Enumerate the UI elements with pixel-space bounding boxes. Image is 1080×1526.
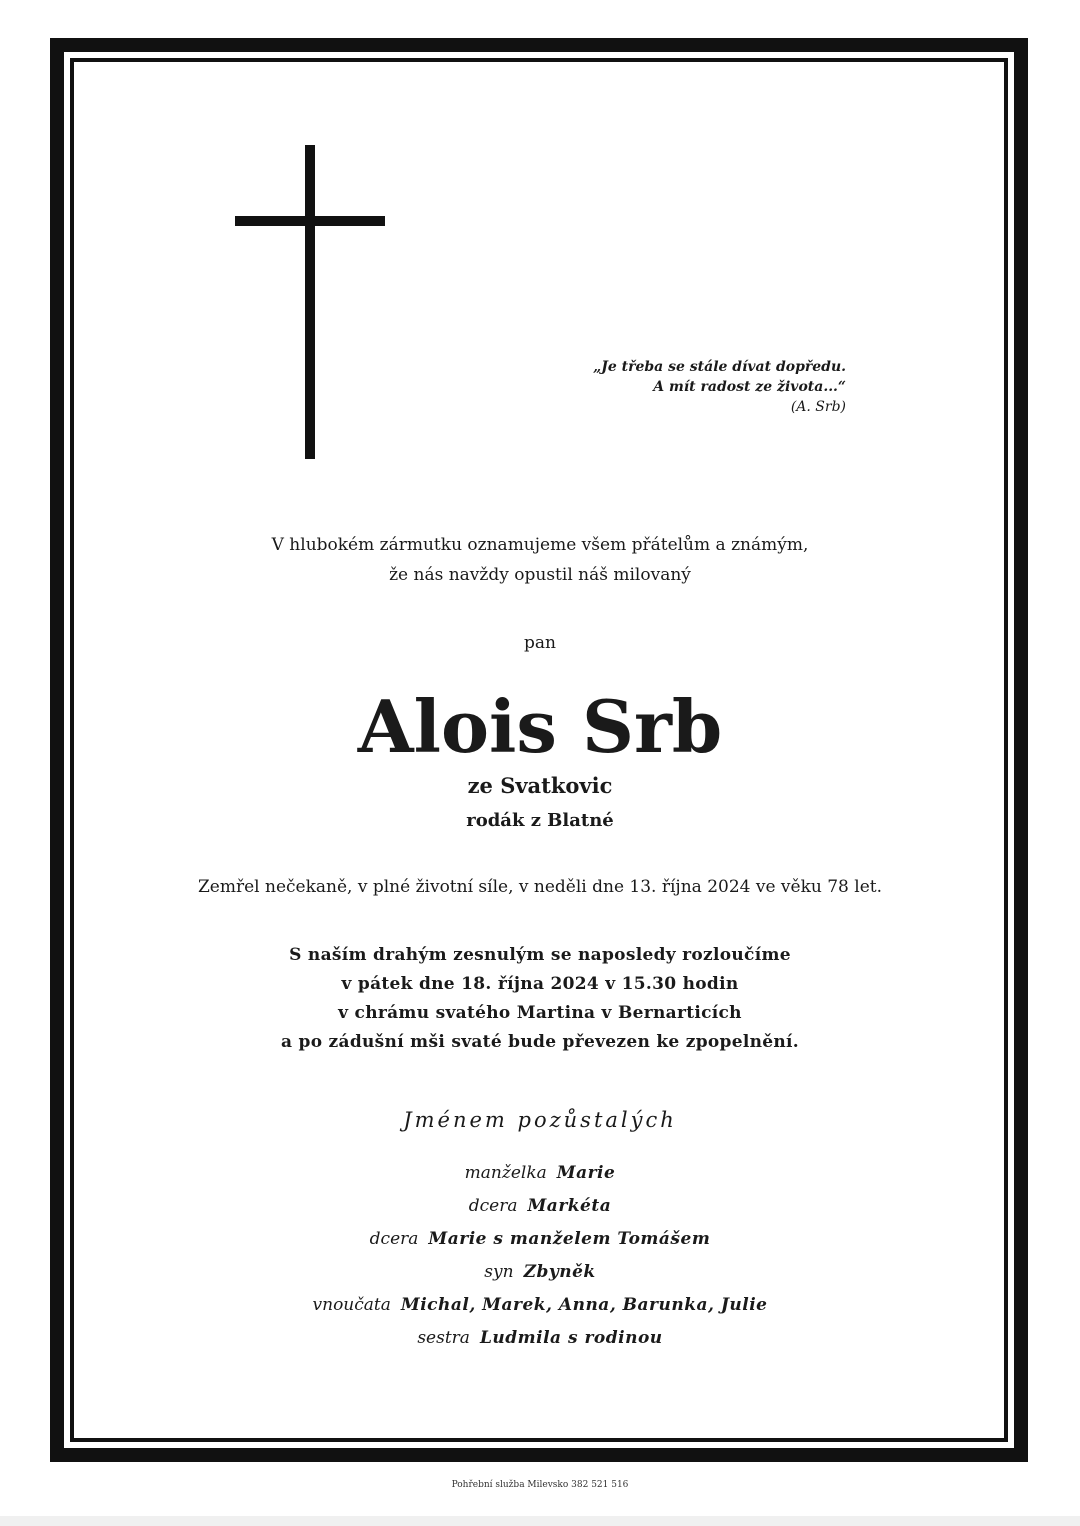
mourner-relation: vnoučata <box>312 1295 391 1315</box>
ceremony-info <box>0 941 1080 1057</box>
page-bottom-strip <box>0 1516 1080 1526</box>
mourner-names: Markéta <box>527 1196 612 1216</box>
death-notice: Zemřel nečekaně, v plné životní síle, v neděli dne 13. října 2024 ve věku 78 let. <box>197 877 883 897</box>
quote-line-2: A mít radost ze života...“ <box>653 379 846 395</box>
mourners-list <box>0 1157 1080 1355</box>
on-behalf-heading: Jménem pozůstalých <box>403 1108 677 1132</box>
mourner-row <box>0 1157 1080 1190</box>
quote-block <box>593 357 846 417</box>
cross-vertical-bar <box>305 145 315 459</box>
deceased-name: Alois Srb <box>357 684 723 769</box>
mourner-relation: sestra <box>417 1328 470 1348</box>
cross-horizontal-bar <box>235 216 385 226</box>
mourner-relation: manželka <box>464 1163 547 1183</box>
mourner-relation: dcera <box>468 1196 518 1216</box>
quote-author: (A. Srb) <box>790 399 846 415</box>
mourner-relation: dcera <box>369 1229 419 1249</box>
intro-text <box>0 530 1080 590</box>
mourner-names: Zbyněk <box>523 1262 596 1282</box>
salutation: pan <box>524 633 556 653</box>
ceremony-line-1: S naším drahým zesnulým se naposledy rozloučíme <box>289 945 791 965</box>
mourner-names: Marie s manželem Tomášem <box>428 1229 711 1249</box>
mourner-row <box>0 1190 1080 1223</box>
origin-line-1: ze Svatkovic <box>467 773 613 798</box>
mourner-relation: syn <box>484 1262 514 1282</box>
intro-line-1: V hlubokém zármutku oznamujeme všem přátelům a známým, <box>271 535 809 555</box>
ceremony-line-4: a po zádušní mši svaté bude převezen ke zpopelnění. <box>280 1032 800 1052</box>
mourner-row <box>0 1289 1080 1322</box>
mourner-names: Ludmila s rodinou <box>479 1328 663 1348</box>
mourner-row <box>0 1223 1080 1256</box>
ceremony-line-2: v pátek dne 18. října 2024 v 15.30 hodin <box>341 974 739 994</box>
quote-line-1: „Je třeba se stále dívat dopředu. <box>593 359 846 375</box>
funeral-service-footer: Pohřební služba Milevsko 382 521 516 <box>451 1480 629 1490</box>
mourner-row <box>0 1322 1080 1355</box>
intro-line-2: že nás navždy opustil náš milovaný <box>389 565 691 585</box>
mourner-names: Michal, Marek, Anna, Barunka, Julie <box>400 1295 768 1315</box>
ceremony-line-3: v chrámu svatého Martina v Bernarticích <box>338 1003 742 1023</box>
mourner-names: Marie <box>556 1163 616 1183</box>
origin-line-2: rodák z Blatné <box>466 810 614 831</box>
mourner-row <box>0 1256 1080 1289</box>
